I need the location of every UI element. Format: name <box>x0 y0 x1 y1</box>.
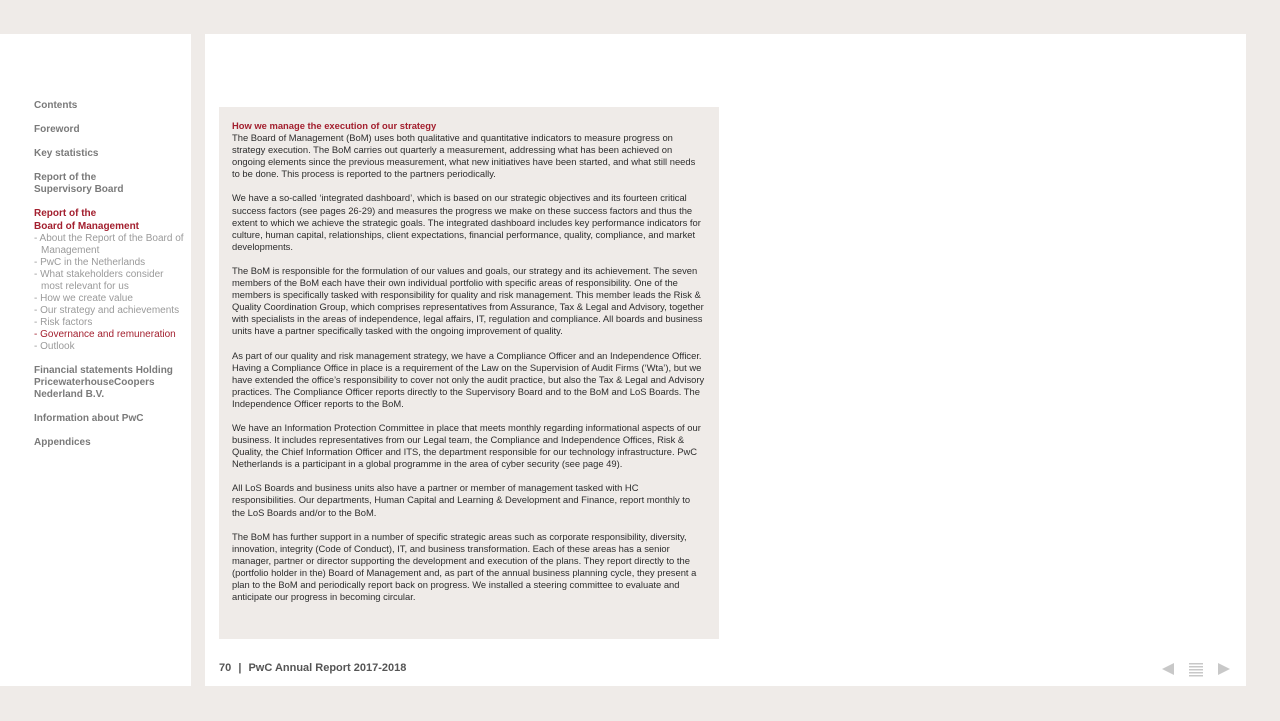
paragraph: The BoM is responsible for the formulation of our values and goals, our strategy and its achievement. The seven members of the BoM each have their own individual portfolio with specific areas of responsibility. One of the members is specifically tasked with responsibility for quality and risk management. This member leads the Risk & Quality Coordination Group, which comprises representatives from Assurance, Tax & Legal and Advisory, together with specialists in the areas of independence, legal affairs, IT, regulation and compliance. All boards and business units have a partner specifically tasked with the ongoing improvement of quality. <box>232 264 704 337</box>
report-title: PwC Annual Report 2017-2018 <box>248 662 407 674</box>
nav-subitem-pwc-netherlands[interactable]: - PwC in the Netherlands <box>34 256 146 268</box>
left-triangle-icon <box>1160 661 1176 677</box>
paragraph: We have an Information Protection Committee in place that meets monthly regarding informational aspects of our business. It includes representatives from our Legal team, the Compliance and Independence Offices, Risk & Quality, the Chief Information Officer and ITS, the department responsible for our technology infrastructure. PwC Netherlands is a participant in a global programme in the area of cyber security (see page 49). <box>232 421 701 470</box>
sidebar <box>0 34 191 686</box>
next-page-button[interactable] <box>1216 661 1232 677</box>
nav-subitem-outlook[interactable]: - Outlook <box>34 340 75 352</box>
board-of-management-submenu <box>34 233 184 353</box>
box-heading: How we manage the execution of our strategy <box>232 120 437 131</box>
page-footer <box>219 662 406 674</box>
nav-subitem-risk-factors[interactable]: - Risk factors <box>34 316 93 328</box>
nav-subitem-governance[interactable]: - Governance and remuneration <box>34 328 176 340</box>
nav-item-contents[interactable]: Contents <box>34 100 78 111</box>
paragraph: The BoM has further support in a number of specific strategic areas such as corporate responsibility, diversity, innovation, integrity (Code of Conduct), IT, and business transformation. Each of these areas has a senior manager, partner or director supporting the development and execution of the plans. They report directly to the (portfolio holder in the) Board of Management and, as part of the annual business planning cycle, they present a plan to the BoM and periodically report back on progress. We installed a steering committee to evaluate and anticipate our progress in becoming circular. <box>232 530 697 603</box>
previous-page-button[interactable] <box>1160 661 1176 677</box>
report-page <box>205 34 1246 686</box>
nav-subitem-create-value[interactable]: - How we create value <box>34 292 133 304</box>
menu-lines-icon <box>1188 661 1204 677</box>
nav-item-financial-statements[interactable]: Financial statements Holding PricewaterhouseCoopers Nederland B.V. <box>34 364 173 400</box>
nav-subitem-strategy-achievements[interactable]: - Our strategy and achievements <box>34 304 180 316</box>
nav-item-supervisory-board[interactable]: Report of the Supervisory Board <box>34 172 124 196</box>
nav-subitem-stakeholders[interactable]: - What stakeholders consider most relevant for us <box>34 268 164 292</box>
strategy-execution-box <box>219 107 719 639</box>
paragraph: The Board of Management (BoM) uses both qualitative and quantitative indicators to measure progress on strategy execution. The BoM carries out quarterly a measurement, addressing what has been achieved on ongoing elements since the previous measurement, what new initiatives have been started, and what still needs to be done. This process is reported to the partners periodically. <box>232 132 696 180</box>
right-triangle-icon <box>1216 661 1232 677</box>
paragraph: We have a so-called ‘integrated dashboard’, which is based on our strategic objectives and its fourteen critical success factors (see pages 26-29) and measures the progress we make on these success factors and thus the extent to which we achieve the strategic goals. The integrated dashboard includes key performance indicators for culture, human capital, relationships, client expectations, financial performance, quality, compliance, and market developments. <box>232 192 701 252</box>
nav-item-appendices[interactable]: Appendices <box>34 437 91 449</box>
nav-subitem-about-report[interactable]: - About the Report of the Board of Management <box>34 232 184 256</box>
nav-item-board-of-management[interactable]: Report of the Board of Management <box>34 208 140 232</box>
nav-item-foreword[interactable]: Foreword <box>34 124 80 136</box>
table-of-contents-nav <box>34 100 184 461</box>
nav-item-information-about-pwc[interactable]: Information about PwC <box>34 412 144 424</box>
paragraph: All LoS Boards and business units also have a partner or member of management tasked with HC responsibilities. Our departments, Human Capital and Learning & Development and Finance, report monthly to the LoS Boards and/or to the BoM. <box>232 482 691 518</box>
footer-separator: | <box>238 662 242 674</box>
paragraph: As part of our quality and risk management strategy, we have a Compliance Officer and an Independence Officer. Having a Compliance Office in place is a requirement of the Law on the Supervision of Audit Firms (‘Wta’), but we have extended the office’s responsibility to cover not only the audit practice, but also the Tax & Legal and Advisory practices. The Compliance Officer reports directly to the Supervisory Board and to the BoM and LoS Boards. The Independence Officer reports to the BoM. <box>232 349 705 409</box>
table-of-contents-button[interactable] <box>1188 661 1204 677</box>
page-number: 70 <box>219 662 232 674</box>
nav-item-key-statistics[interactable]: Key statistics <box>34 148 99 160</box>
